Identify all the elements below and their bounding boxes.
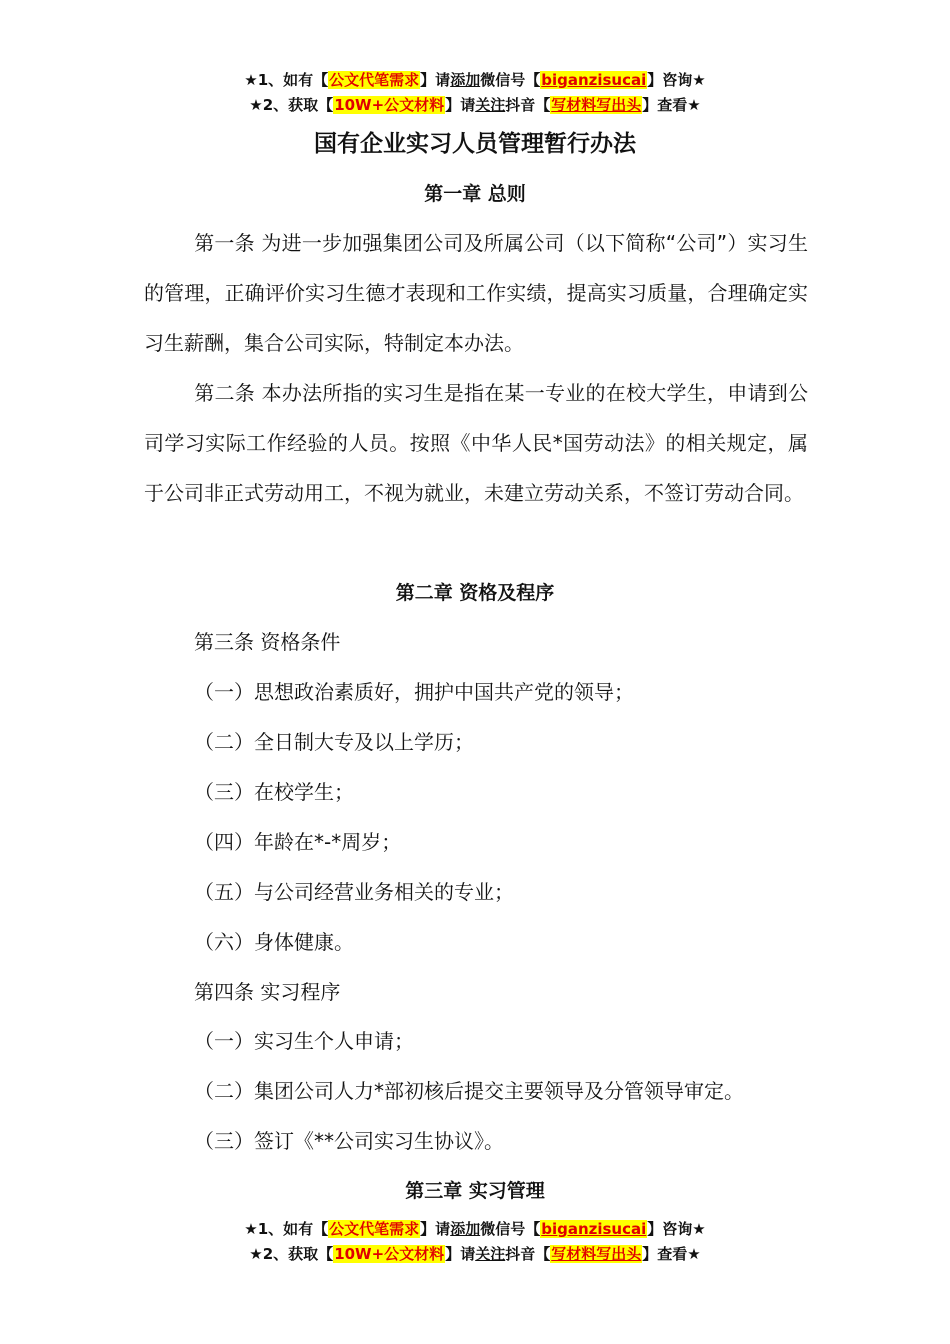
wechat-id: biganzisucai xyxy=(541,1220,647,1238)
promo-line-2: ★2、获取【10W+公文材料】请关注抖音【写材料写出头】查看★ xyxy=(249,96,701,114)
article-4-heading: 第四条 实习程序 xyxy=(194,980,341,1004)
list-item: （三）签订《**公司实习生协议》。 xyxy=(194,1129,504,1153)
list-item: （四）年龄在*-*周岁； xyxy=(194,830,402,854)
article-1: 第一条 为进一步加强集团公司及所属公司（以下简称“公司”）实习生的管理，正确评价实习生德才表现和工作实绩，提高实习质量，合理确定实习生薪酬，集合公司实际，特制定本办法。 xyxy=(144,231,808,355)
promo-banner-top xyxy=(0,68,950,118)
promo-line-1: ★1、如有【公文代笔需求】请添加微信号【biganzisucai】咨询★ xyxy=(244,71,706,89)
document-title: 国有企业实习人员管理暂行办法 xyxy=(314,131,636,157)
list-item: （五）与公司经营业务相关的专业； xyxy=(194,880,514,904)
list-item: （六）身体健康。 xyxy=(194,930,354,954)
chapter-3-heading: 第三章 实习管理 xyxy=(405,1180,545,1202)
list-item: （一）实习生个人申请； xyxy=(194,1029,414,1053)
list-item: （一）思想政治素质好，拥护中国共产党的领导； xyxy=(194,680,634,704)
wechat-id: biganzisucai xyxy=(541,71,647,89)
highlight-service: 公文代笔需求 xyxy=(329,1220,420,1238)
chapter-1-heading: 第一章 总则 xyxy=(424,183,526,205)
douyin-account: 写材料写出头 xyxy=(551,96,642,114)
promo-line-1: ★1、如有【公文代笔需求】请添加微信号【biganzisucai】咨询★ xyxy=(244,1220,706,1238)
highlight-materials: 10W+公文材料 xyxy=(334,96,445,114)
list-item: （二）全日制大专及以上学历； xyxy=(194,730,474,754)
article-3-heading: 第三条 资格条件 xyxy=(194,630,341,654)
list-item: （三）在校学生； xyxy=(194,780,354,804)
highlight-materials: 10W+公文材料 xyxy=(334,1245,445,1263)
douyin-account: 写材料写出头 xyxy=(551,1245,642,1263)
promo-line-2: ★2、获取【10W+公文材料】请关注抖音【写材料写出头】查看★ xyxy=(249,1245,701,1263)
article-2: 第二条 本办法所指的实习生是指在某一专业的在校大学生，申请到公司学习实际工作经验的人员。按照《中华人民*国劳动法》的相关规定，属于公司非正式劳动用工，不视为就业，未建立劳动关系，不签订劳动合同。 xyxy=(144,381,808,505)
highlight-service: 公文代笔需求 xyxy=(329,71,420,89)
promo-banner-bottom xyxy=(0,1217,950,1267)
list-item: （二）集团公司人力*部初核后提交主要领导及分管领导审定。 xyxy=(194,1079,744,1103)
chapter-2-heading: 第二章 资格及程序 xyxy=(395,582,555,604)
